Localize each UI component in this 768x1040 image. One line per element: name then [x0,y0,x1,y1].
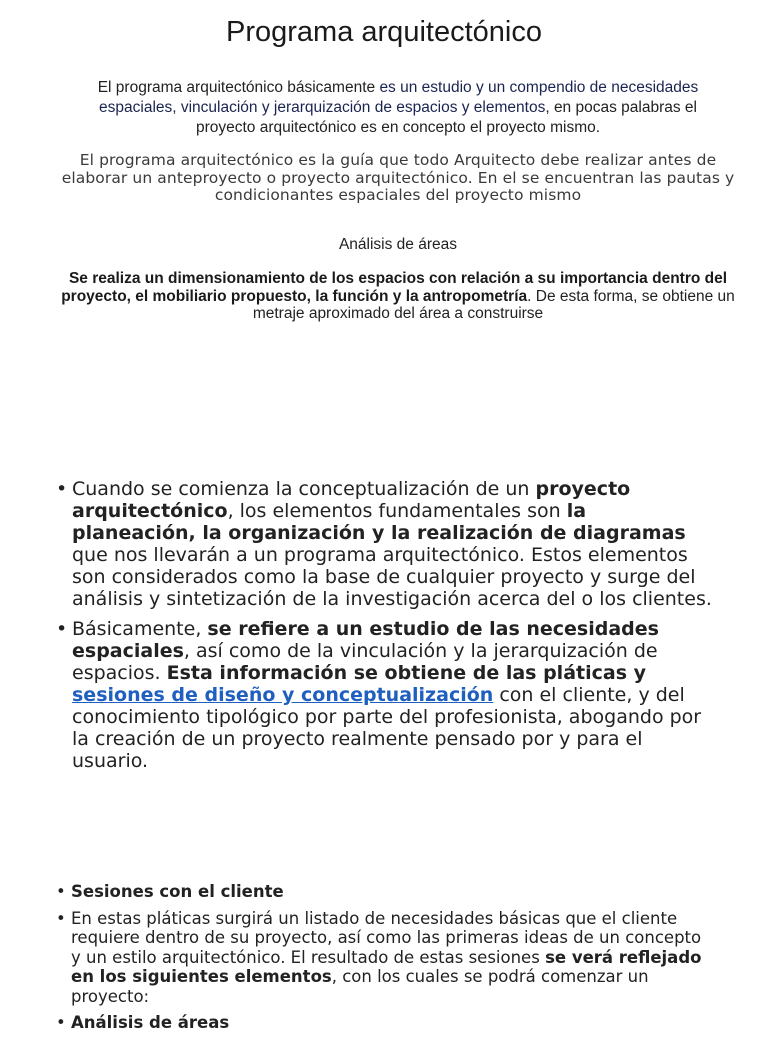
list-item-areas-analysis [56,1013,716,1033]
bullet-text: Básicamente, [72,618,208,640]
bullet-bold: se refiere a un estudio de las necesidades espaciales [72,618,659,662]
main-bullet-list [56,478,716,780]
bullet-bold: Análisis de áreas [71,1013,230,1032]
bullet-bold: Sesiones con el cliente [71,882,284,901]
guide-paragraph: El programa arquitectónico es la guía que todo Arquitecto debe realizar antes de elaborar un anteproyecto o proyecto arquitectónico. En el se encuentran las pautas y condicionantes espaciales del proyecto mismo [61,151,735,204]
list-item-client-sessions [56,882,716,902]
list-item-sessions-result [56,909,716,1007]
bullet-text: , con los cuales se podrá comenzar un proyecto: [71,967,649,1006]
bullet-text: , así como de la vinculación y la jerarquización de espacios. [72,640,658,684]
bullet-text: con el cliente, y del conocimiento tipológico por parte del profesionista, abogando por la creación de un proyecto realmente pensado por y para el usuario. [72,684,702,772]
areas-paragraph [60,270,736,323]
areas-heading: Análisis de áreas [338,236,458,253]
bullet-bold: se verá reflejado en los siguientes elementos [71,947,702,986]
list-item-spatial-needs [56,618,716,772]
sessions-design-link[interactable]: sesiones de diseño y conceptualización [72,684,494,706]
bullet-text: En estas pláticas surgirá un listado de necesidades básicas que el cliente requiere dentro de su proyecto, así como las primeras ideas de un concepto y un estilo arquitectónico. El resultado de estas sesiones [71,908,702,967]
intro-paragraph [70,78,726,138]
secondary-bullet-list [56,882,716,1040]
intro-text-start: El programa arquitectónico básicamente [97,79,380,96]
list-item-conceptualization [56,478,716,610]
intro-highlight: es un estudio y un compendio de necesidades espaciales, vinculación y jerarquización de espacios y elementos [99,79,699,116]
bullet-text: Cuando se comienza la conceptualización de un [72,478,536,500]
bullet-bold: proyecto arquitectónico [72,478,631,522]
intro-text-end: , en pocas palabras el proyecto arquitectónico es en concepto el proyecto mismo. [195,99,697,136]
bullet-bold: la planeación, la organización y la realización de diagramas [72,500,686,544]
page-title: Programa arquitectónico [226,16,542,48]
bullet-text: , los elementos fundamentales son [227,500,567,522]
bullet-text: que nos llevarán a un programa arquitectónico. Estos elementos son considerados como la base de cualquier proyecto y surge del análisis y sintetización de la investigación acerca del o los clientes. [72,544,712,610]
areas-bold-text: Se realiza un dimensionamiento de los espacios con relación a su importancia dentro del proyecto, el mobiliario propuesto, la función y la antropometría [61,270,728,305]
areas-rest-text: . De esta forma, se obtiene un metraje aproximado del área a construirse [252,287,735,322]
bullet-bold: Esta información se obtiene de las pláticas y [166,662,647,684]
